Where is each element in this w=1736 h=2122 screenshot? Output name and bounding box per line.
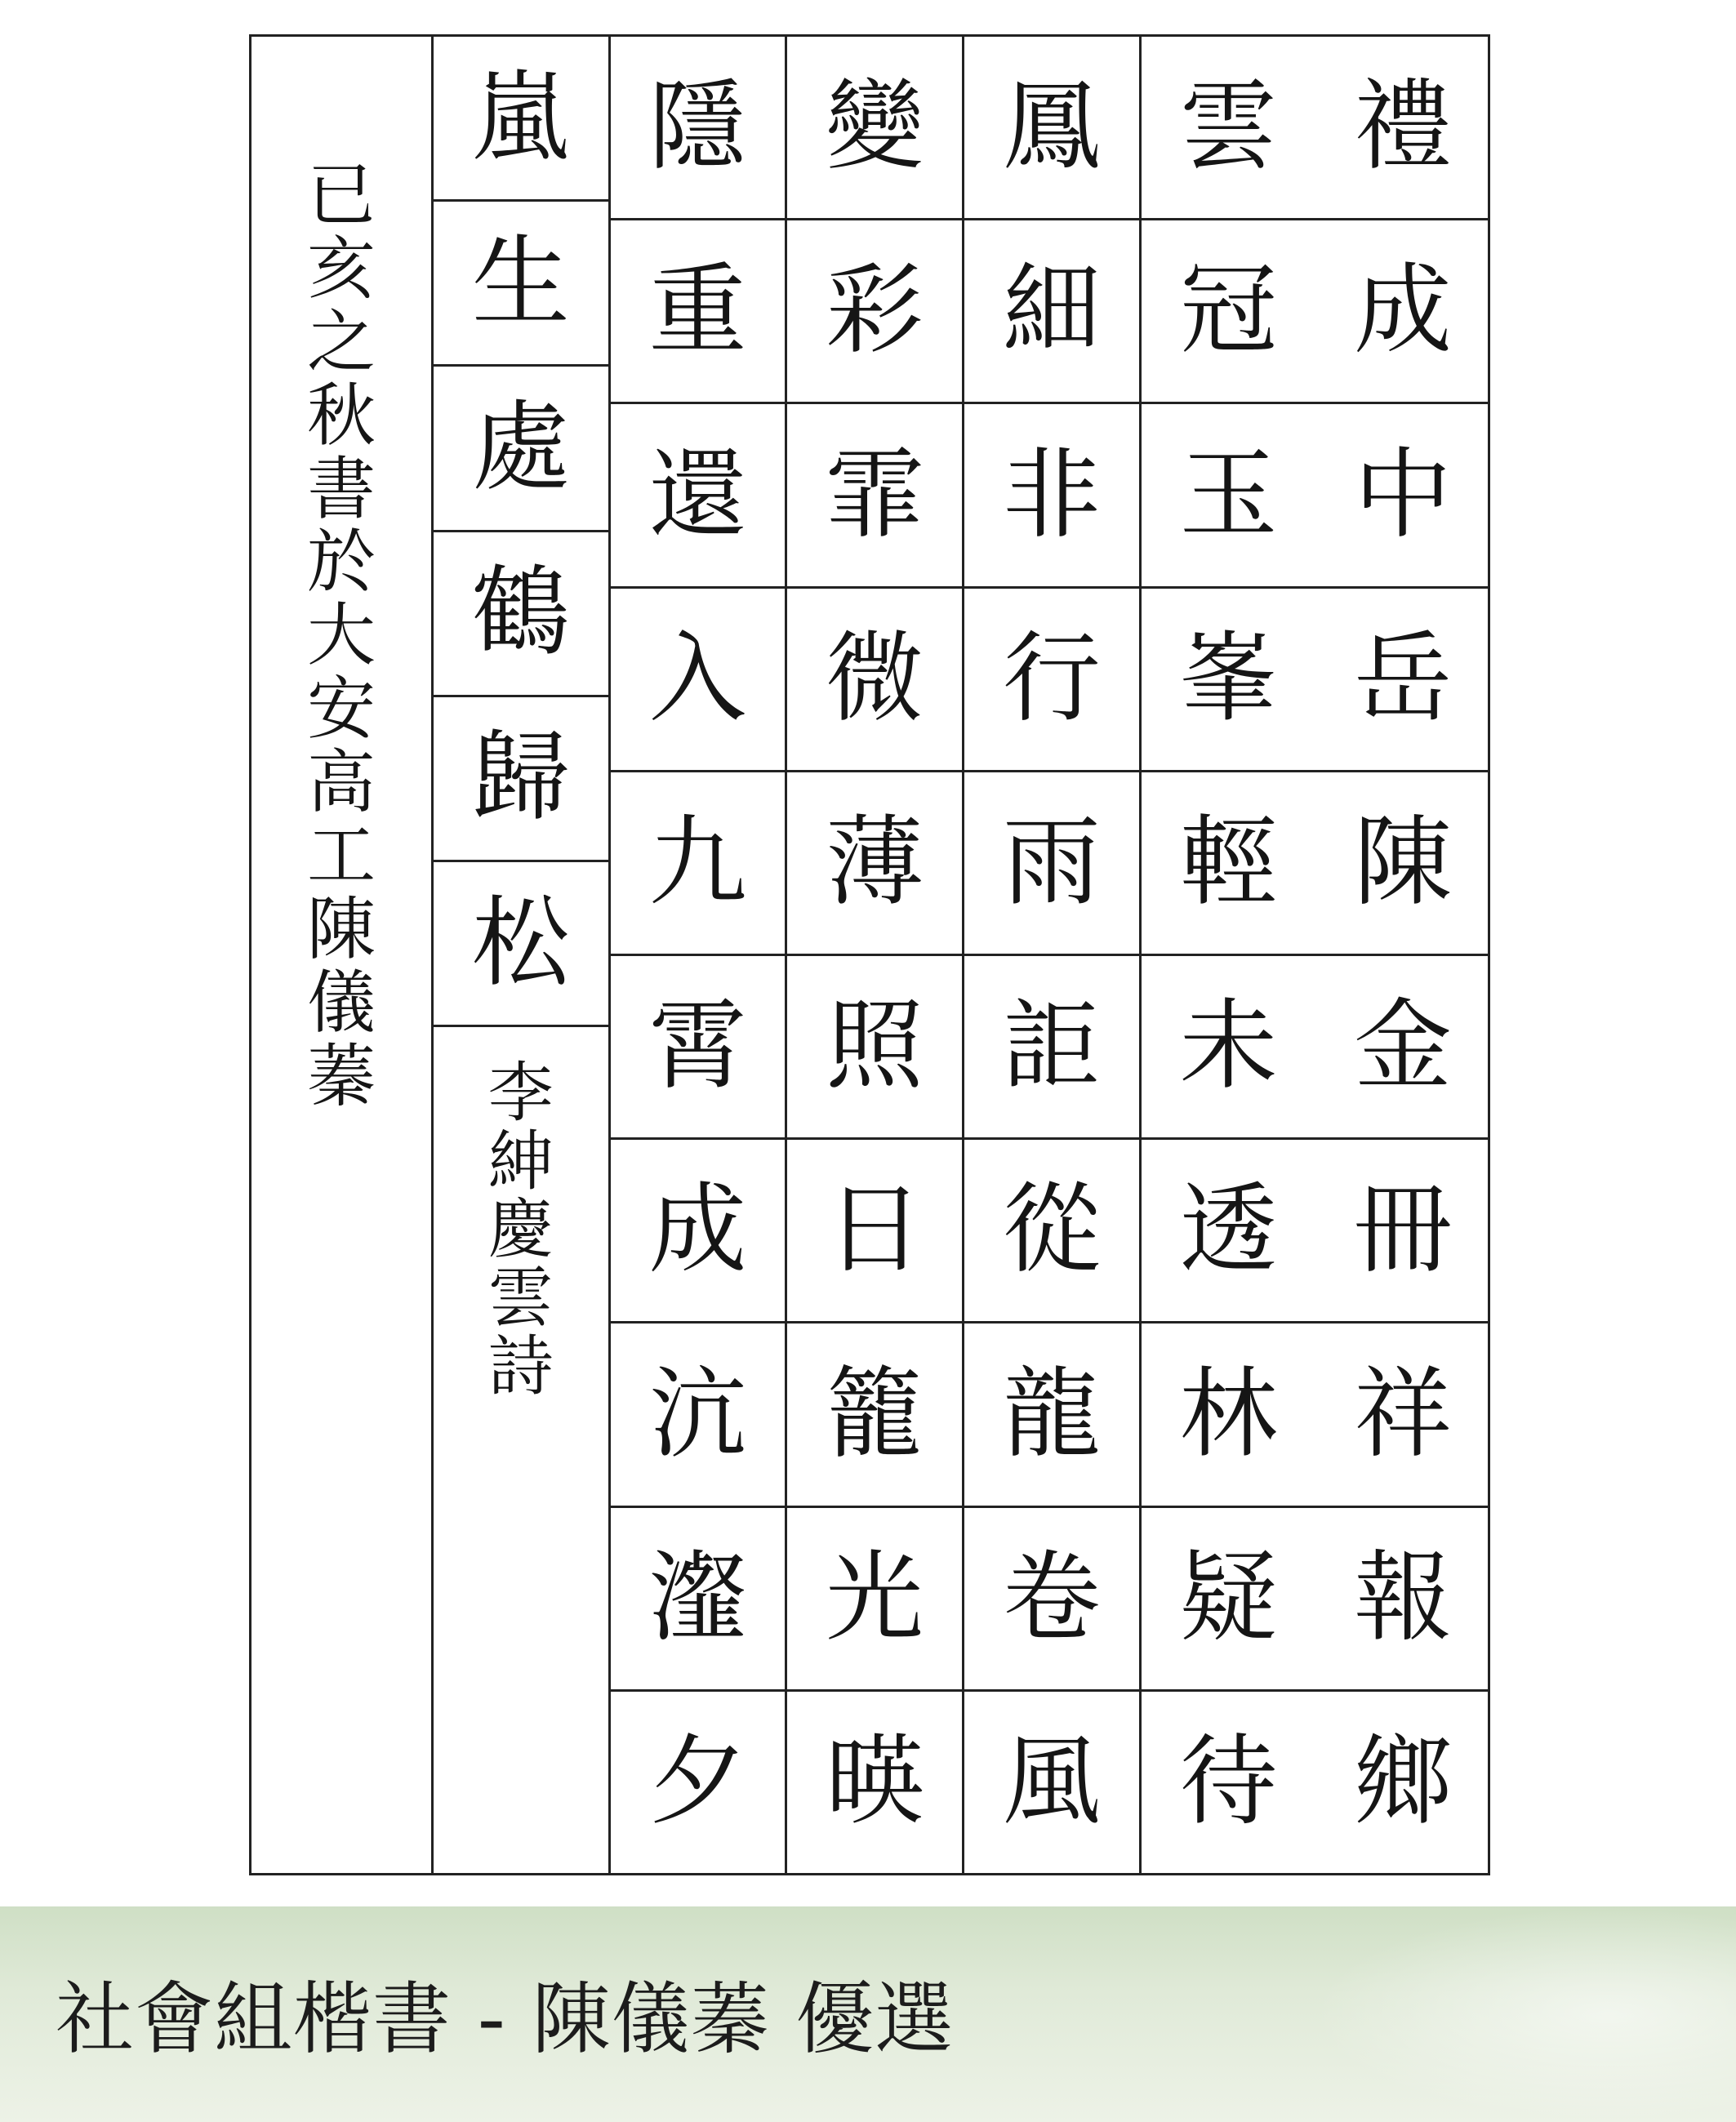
poem-column-6 <box>431 37 608 1873</box>
colophon-inscription <box>251 37 431 1873</box>
colophon-char: 安 <box>306 669 376 750</box>
grid-cell: 未 <box>1142 956 1316 1140</box>
artwork-caption: 社會組楷書 - 陳儀蓁 優選 <box>56 1973 955 2065</box>
grid-cell: 變 <box>787 37 962 220</box>
grid-cell: 成 <box>1315 220 1490 404</box>
grid-cell: 雲 <box>1142 37 1316 220</box>
poem-column-2 <box>1139 37 1316 1873</box>
poem-column-1 <box>1315 37 1490 1873</box>
grid-cell: 行 <box>964 589 1139 772</box>
poem-grid <box>431 37 1490 1873</box>
grid-cell: 霄 <box>611 956 786 1140</box>
grid-cell: 岳 <box>1315 589 1490 772</box>
colophon-char: 亥 <box>306 228 376 309</box>
grid-cell: 輕 <box>1142 772 1316 956</box>
grid-cell: 成 <box>611 1140 786 1323</box>
grid-cell: 禮 <box>1315 37 1490 220</box>
attribution-char: 雲 <box>487 1259 554 1336</box>
grid-cell: 鄉 <box>1354 1724 1453 1839</box>
colophon-char: 高 <box>306 742 376 822</box>
grid-cell: 林 <box>1142 1323 1316 1507</box>
grid-cell: 重 <box>611 220 786 404</box>
grid-cell: 龍 <box>964 1323 1139 1507</box>
grid-cell: 風 <box>1002 1724 1101 1839</box>
grid-cell: 鳳 <box>964 37 1139 220</box>
grid-cell: 細 <box>964 220 1139 404</box>
grid-cell: 從 <box>964 1140 1139 1323</box>
grid-cell: 彩 <box>787 220 962 404</box>
colophon-char: 工 <box>306 815 376 896</box>
grid-cell: 卷 <box>964 1508 1139 1692</box>
grid-cell: 歸 <box>434 697 608 862</box>
attribution-char: 慶 <box>487 1191 554 1268</box>
poem-column-4 <box>785 37 962 1873</box>
poem-attribution <box>434 1027 608 1873</box>
colophon-char: 已 <box>306 155 376 235</box>
grid-cell: 冠 <box>1142 220 1316 404</box>
colophon-char: 秋 <box>306 375 376 456</box>
grid-cell: 日 <box>787 1140 962 1323</box>
grid-cell: 照 <box>787 956 962 1140</box>
grid-cell: 松 <box>434 862 608 1027</box>
colophon-char: 於 <box>306 522 376 603</box>
grid-cell: 沆 <box>611 1323 786 1507</box>
attribution-char: 李 <box>487 1055 554 1132</box>
grid-cell: 詎 <box>964 956 1139 1140</box>
poem-column-5 <box>608 37 786 1873</box>
grid-cell: 隱 <box>611 37 786 220</box>
grid-cell: 瀣 <box>611 1508 786 1692</box>
grid-cell: 處 <box>434 367 608 532</box>
grid-cell: 峯 <box>1142 589 1316 772</box>
grid-cell: 陳 <box>1315 772 1490 956</box>
caption-band <box>0 1906 1736 2122</box>
grid-cell: 祥 <box>1315 1323 1490 1507</box>
grid-cell: 嵐 <box>434 37 608 202</box>
background-wash <box>1311 1906 1736 2122</box>
colophon-char: 陳 <box>306 888 376 969</box>
grid-cell: 微 <box>787 589 962 772</box>
grid-cell: 金 <box>1315 956 1490 1140</box>
attribution-char: 詩 <box>487 1328 554 1404</box>
grid-cell: 非 <box>964 404 1139 588</box>
attribution-char: 紳 <box>487 1123 554 1199</box>
grid-cell: 疑 <box>1142 1508 1316 1692</box>
grid-cell: 玉 <box>1142 404 1316 588</box>
colophon-char: 蓁 <box>306 1035 376 1116</box>
calligraphy-sheet <box>249 34 1490 1875</box>
grid-cell: 還 <box>611 404 786 588</box>
grid-cell: 夕 <box>648 1724 747 1839</box>
grid-cell: 待 <box>1179 1724 1278 1839</box>
grid-cell: 透 <box>1142 1140 1316 1323</box>
colophon-char: 儀 <box>306 962 376 1043</box>
grid-cell: 報 <box>1315 1508 1490 1692</box>
grid-cell: 中 <box>1315 404 1490 588</box>
colophon-char: 之 <box>306 301 376 382</box>
grid-cell: 薄 <box>787 772 962 956</box>
grid-cell: 雨 <box>964 772 1139 956</box>
grid-cell: 冊 <box>1315 1140 1490 1323</box>
grid-cell: 籠 <box>787 1323 962 1507</box>
grid-cell: 霏 <box>787 404 962 588</box>
grid-cell: 光 <box>787 1508 962 1692</box>
grid-cell: 九 <box>611 772 786 956</box>
grid-cell: 暎 <box>826 1724 924 1839</box>
grid-cell: 生 <box>434 202 608 367</box>
poem-column-3 <box>962 37 1139 1873</box>
grid-cell: 入 <box>611 589 786 772</box>
grid-cell: 鶴 <box>434 532 608 697</box>
colophon-char: 大 <box>306 595 376 676</box>
colophon-char: 書 <box>306 448 376 529</box>
